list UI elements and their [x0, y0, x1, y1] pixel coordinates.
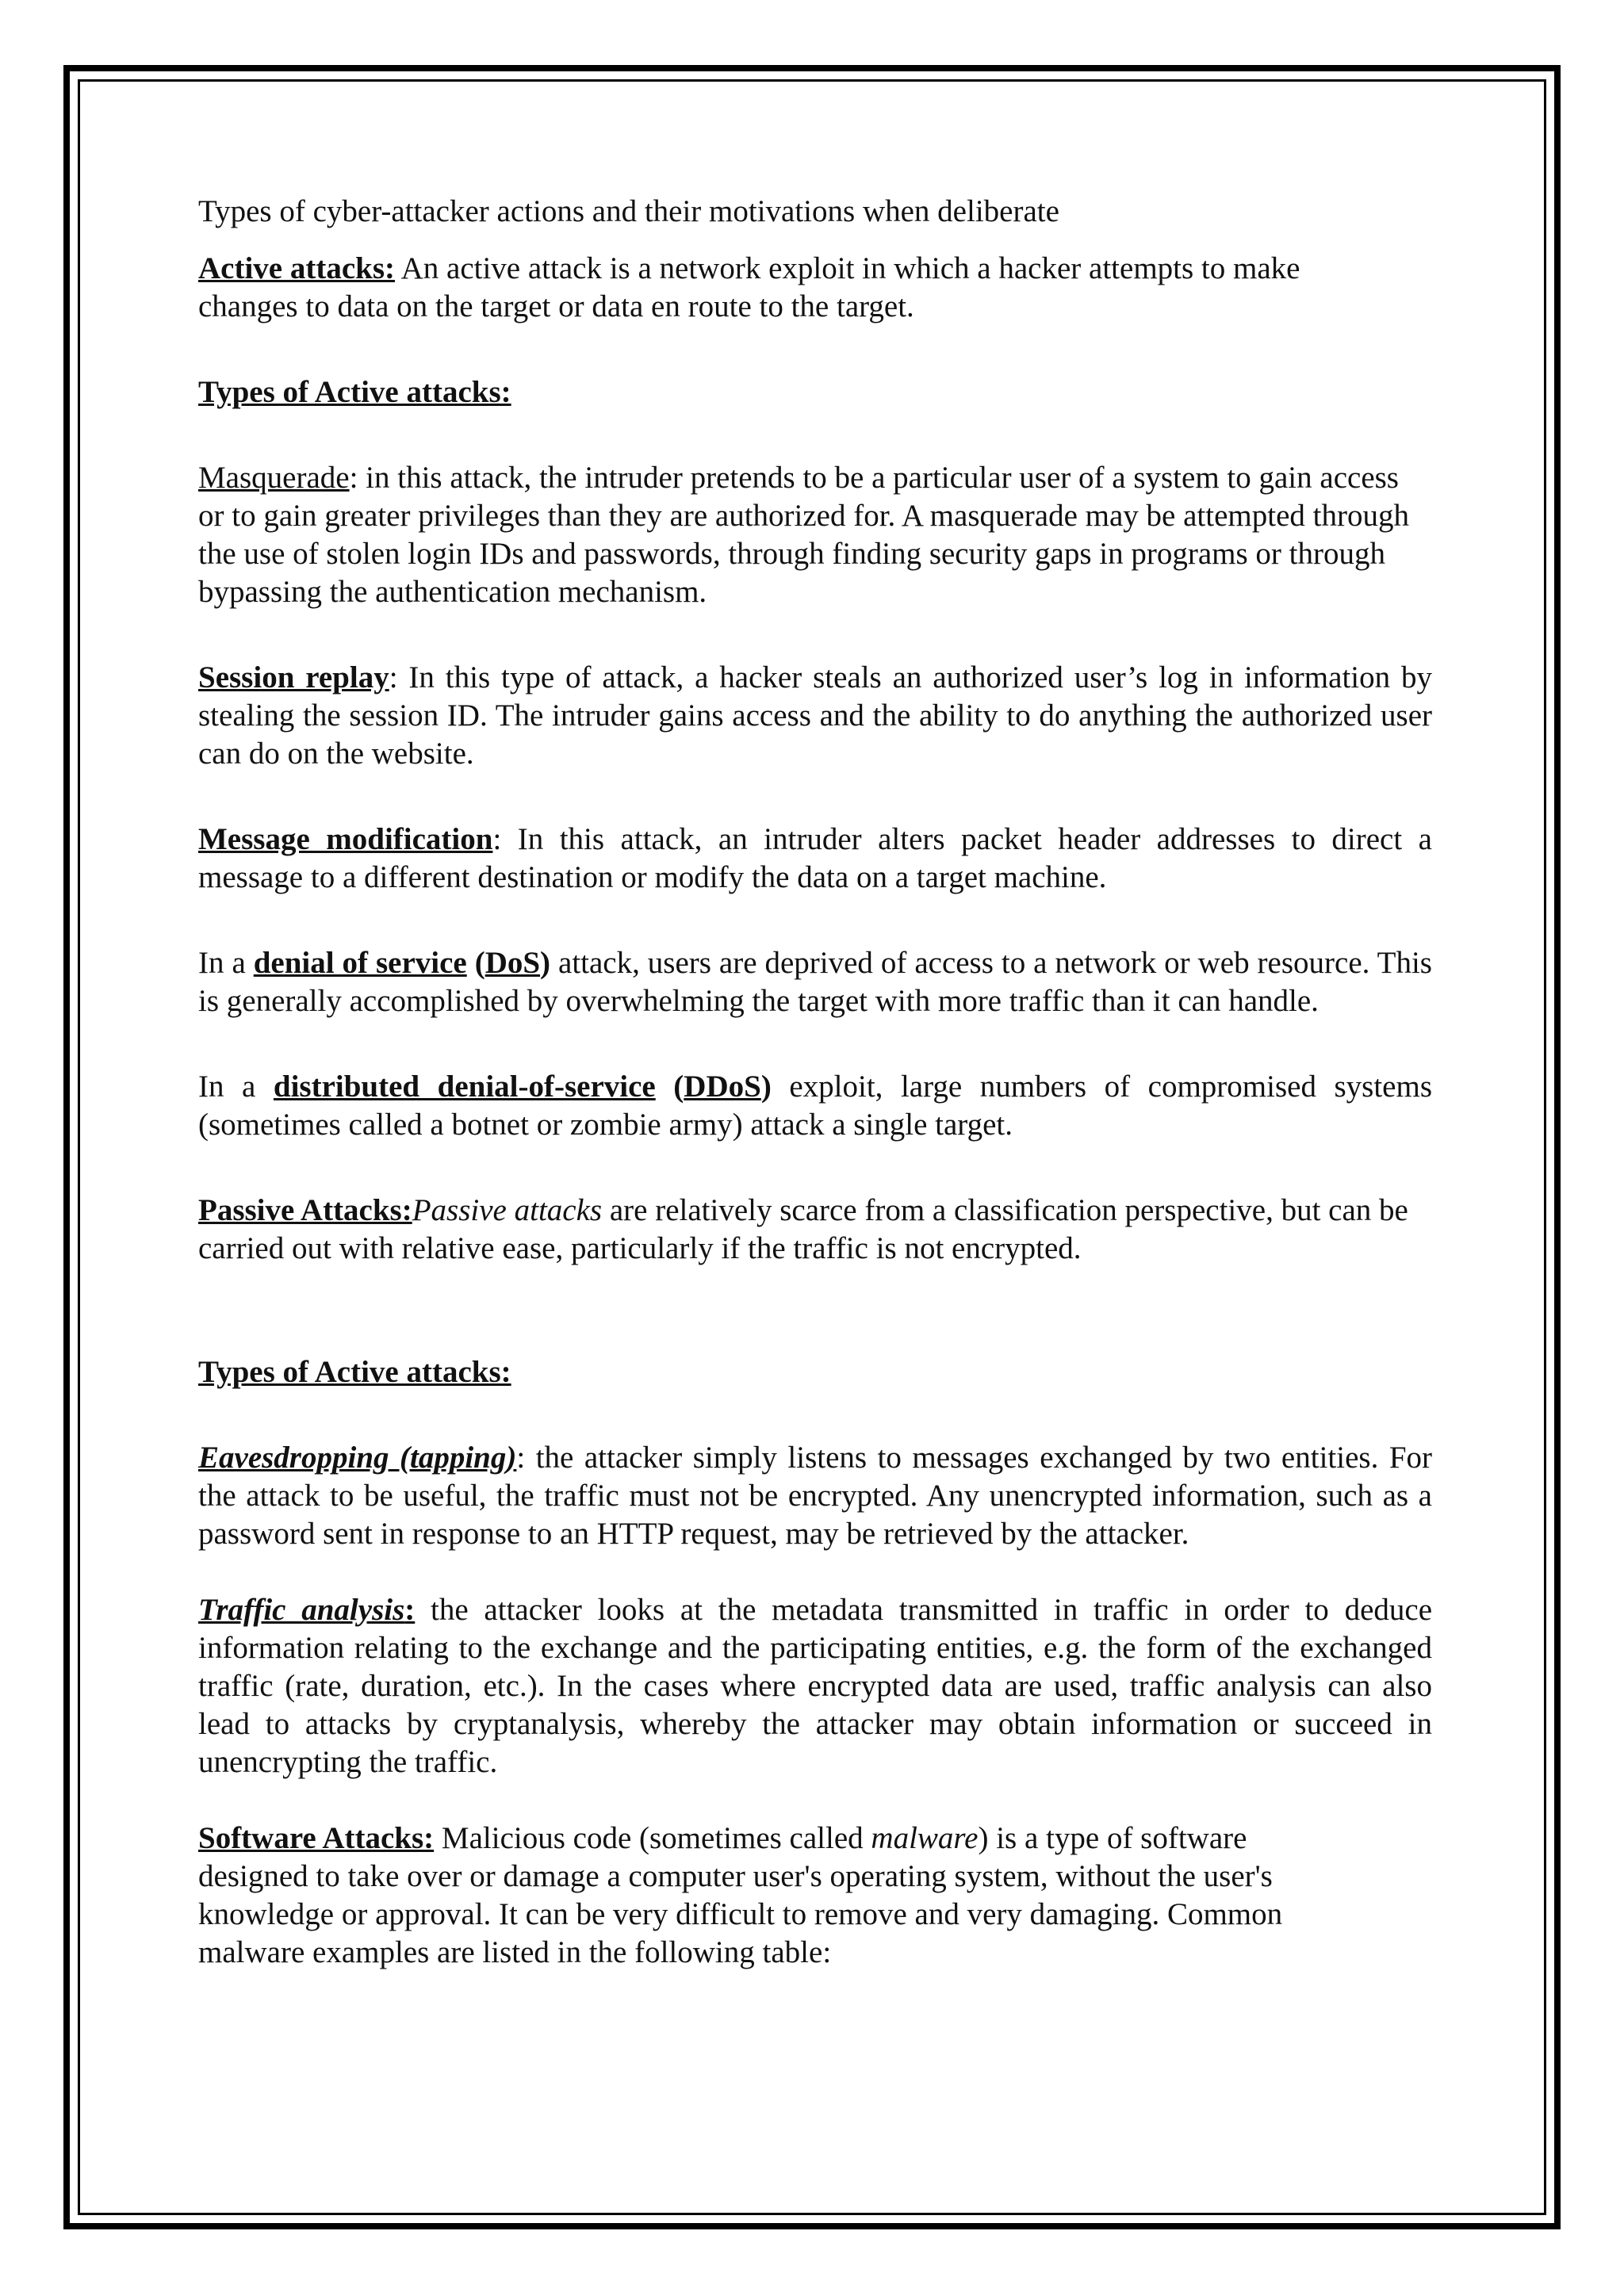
message-modification-term: Message modification — [198, 822, 493, 856]
ddos-term: distributed denial-of-service — [273, 1070, 656, 1104]
ddos-pre: In a — [198, 1070, 274, 1104]
ddos-paren-open: ( — [655, 1070, 684, 1104]
eavesdropping-term: Eavesdropping (tapping) — [198, 1441, 517, 1475]
dos-paragraph — [198, 944, 1432, 1020]
eavesdropping-paragraph — [198, 1439, 1432, 1553]
masquerade-text: : in this attack, the intruder pretends to be a particular user of a system to gain access or to gain greater privileges than they are authorized for. A masquerade may be attempted through the use of stolen login IDs and passwords, through finding security gaps in programs or through bypassing the authentication mechanism. — [198, 461, 1409, 609]
ddos-text: exploit, large numbers of compromised systems (sometimes called a botnet or zombie army) attack a single target. — [198, 1070, 1432, 1142]
passive-attacks-term: Passive Attacks: — [198, 1193, 412, 1227]
passive-attacks-italic: Passive attacks — [412, 1193, 603, 1227]
dos-paren-close: ) — [540, 946, 551, 980]
ddos-abbr: DDoS — [684, 1070, 761, 1104]
active-attacks-term: Active attacks: — [198, 251, 395, 285]
dos-term: denial of service — [253, 946, 467, 980]
session-replay-paragraph — [198, 659, 1432, 773]
ddos-paragraph — [198, 1068, 1432, 1144]
dos-text: attack, users are deprived of access to a network or web resource. This is generally accomplished by overwhelming the target with more traffic than it can handle. — [198, 946, 1432, 1018]
dos-abbr: DoS — [485, 946, 541, 980]
document-body — [198, 193, 1432, 1972]
traffic-analysis-colon: : — [404, 1593, 416, 1627]
software-attacks-text-1: Malicious code (sometimes called — [434, 1821, 871, 1855]
active-attacks-text: An active attack is a network exploit in which a hacker attempts to make changes to data on the target or data en route to the target. — [198, 251, 1300, 323]
software-attacks-term: Software Attacks: — [198, 1821, 435, 1855]
dos-pre: In a — [198, 946, 254, 980]
session-replay-term: Session replay — [198, 660, 389, 695]
passive-attacks-paragraph — [198, 1192, 1432, 1268]
traffic-analysis-text: the attacker looks at the metadata transmitted in traffic in order to deduce information relating to the exchange and the participating entities, e.g. the form of the exchanged traffic (rate, duration, etc.). In the cases where encrypted data are used, traffic analysis can also lead to attacks by cryptanalysis, whereby the attacker may obtain information or succeed in unencrypting the traffic. — [198, 1593, 1433, 1779]
passive-attacks-text: are relatively scarce from a classification perspective, but can be carried out with relative ease, particularly if the traffic is not encrypted. — [198, 1193, 1408, 1265]
ddos-paren-close: ) — [760, 1070, 772, 1104]
software-attacks-paragraph — [198, 1820, 1340, 1972]
section-heading-passive: Types of Active attacks: — [198, 1355, 511, 1389]
masquerade-paragraph — [198, 459, 1419, 611]
active-attacks-paragraph — [198, 250, 1372, 326]
software-attacks-text-2: ) is a type of software designed to take over or damage a computer user's operating system, without the user's knowledge or approval. It can be very difficult to remove and very damaging. Common malware examples are listed in the following table: — [198, 1821, 1283, 1969]
intro-line: Types of cyber-attacker actions and their motivations when deliberate — [198, 194, 1059, 228]
message-modification-paragraph — [198, 821, 1432, 897]
traffic-analysis-term: Traffic analysis — [198, 1593, 405, 1627]
masquerade-term: Masquerade — [198, 461, 350, 495]
message-modification-text: : In this attack, an intruder alters packet header addresses to direct a message to a different destination or modify the data on a target machine. — [198, 822, 1432, 894]
dos-paren-open: ( — [466, 946, 485, 980]
eavesdropping-text: : the attacker simply listens to messages exchanged by two entities. For the attack to be useful, the traffic must not be encrypted. Any unencrypted information, such as a password sent in response to an HTTP request, may be retrieved by the attacker. — [198, 1441, 1432, 1551]
session-replay-text: : In this type of attack, a hacker steals an authorized user’s log in information by stealing the session ID. The intruder gains access and the ability to do anything the authorized user can do on the website. — [198, 660, 1432, 771]
software-attacks-italic: malware — [871, 1821, 979, 1855]
traffic-analysis-paragraph — [198, 1591, 1432, 1781]
section-heading-active: Types of Active attacks: — [198, 375, 511, 409]
